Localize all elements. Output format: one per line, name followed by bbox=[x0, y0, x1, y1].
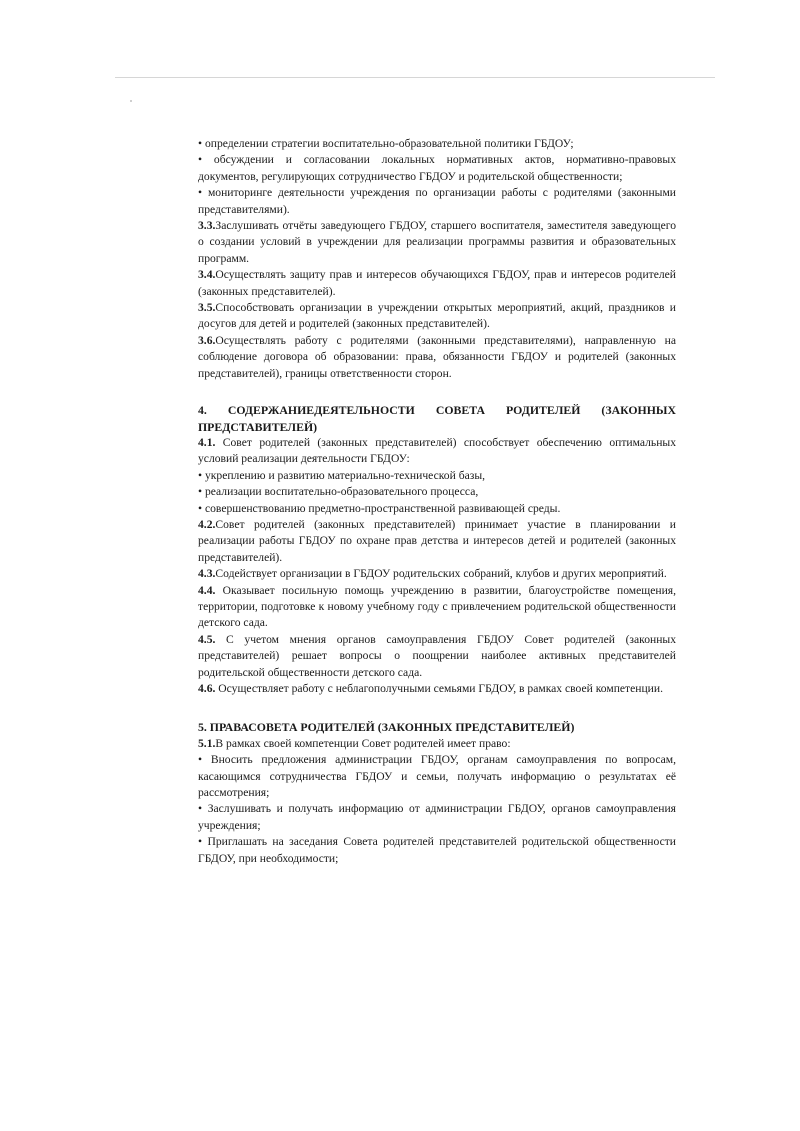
item-number: 4.3. bbox=[198, 567, 216, 581]
item-number: 3.3. bbox=[198, 219, 216, 233]
item-number: 3.4. bbox=[198, 268, 216, 282]
scan-speck bbox=[130, 100, 132, 102]
item-number: 3.6. bbox=[198, 333, 216, 347]
section-5 bbox=[198, 719, 676, 867]
bullet-item: • укреплению и развитию материально-технической базы, bbox=[198, 468, 676, 484]
bullet-item: • реализации воспитательно-образовательного процесса, bbox=[198, 484, 676, 500]
item-text: Способствовать организации в учреждении открытых мероприятий, акций, праздников и досугов для детей и родителей (законных представителей). bbox=[198, 301, 676, 331]
section-4 bbox=[198, 402, 676, 697]
item-text: Совет родителей (законных представителей) способствует обеспечению оптимальных условий реализации деятельности ГБДОУ: bbox=[198, 435, 676, 466]
numbered-item-3-4 bbox=[198, 267, 676, 300]
item-text: В рамках своей компетенции Совет родителей имеет право: bbox=[215, 736, 511, 750]
numbered-item-4-5 bbox=[198, 632, 676, 681]
item-number: 5.1. bbox=[198, 736, 216, 750]
bullet-item: • Приглашать на заседания Совета родителей представителей родительской общественности ГБДОУ, при необходимости; bbox=[198, 834, 676, 867]
bullet-item: • обсуждении и согласовании локальных нормативных актов, нормативно-правовых документов, регулирующих сотрудничество ГБДОУ и родительской общественности; bbox=[198, 152, 676, 185]
item-number: 4.4. bbox=[198, 583, 216, 597]
numbered-item-3-5 bbox=[198, 300, 676, 333]
item-number: 4.2. bbox=[198, 517, 216, 531]
section-4-heading: 4. СОДЕРЖАНИЕДЕЯТЕЛЬНОСТИ СОВЕТА РОДИТЕЛЕЙ (ЗАКОННЫХ ПРЕДСТАВИТЕЛЕЙ) bbox=[198, 403, 676, 434]
numbered-item-3-3 bbox=[198, 218, 676, 267]
scan-top-rule bbox=[115, 77, 715, 78]
numbered-item-4-3 bbox=[198, 566, 676, 582]
item-text: С учетом мнения органов самоуправления ГБДОУ Совет родителей (законных представителей) решает вопросы о поощрении наиболее активных представителей родительской общественности детского сада. bbox=[198, 632, 676, 679]
bullet-item: • мониторинге деятельности учреждения по организации работы с родителями (законными представителями). bbox=[198, 185, 676, 218]
bullet-item: • совершенствованию предметно-пространственной развивающей среды. bbox=[198, 501, 676, 517]
item-text: Оказывает посильную помощь учреждению в развитии, благоустройстве помещения, территории, подготовке к новому учебному году с привлечением родительской общественности детского сада. bbox=[198, 583, 676, 630]
item-text: Осуществляет работу с неблагополучными семьями ГБДОУ, в рамках своей компетенции. bbox=[215, 682, 663, 695]
item-text: Содействует организации в ГБДОУ родительских собраний, клубов и других мероприятий. bbox=[215, 567, 667, 581]
item-number: 3.5. bbox=[198, 301, 216, 315]
item-number: 4.6. bbox=[198, 682, 216, 695]
numbered-item-4-6 bbox=[198, 681, 676, 697]
numbered-item-5-1 bbox=[198, 736, 676, 752]
bullet-item: • определении стратегии воспитательно-образовательной политики ГБДОУ; bbox=[198, 136, 676, 152]
item-text: Заслушивать отчёты заведующего ГБДОУ, старшего воспитателя, заместителя заведующего о создании условий в учреждении для реализации программы развития и образовательных программ. bbox=[198, 219, 676, 265]
section-3-continuation bbox=[198, 136, 676, 382]
bullet-item: • Заслушивать и получать информацию от администрации ГБДОУ, органов самоуправления учреждения; bbox=[198, 801, 676, 834]
item-text: Совет родителей (законных представителей) принимает участие в планировании и реализации работы ГБДОУ по охране прав детства и интересов детей и родителей (законных представителей). bbox=[198, 517, 676, 564]
section-5-heading: 5. ПРАВАСОВЕТА РОДИТЕЛЕЙ (ЗАКОННЫХ ПРЕДСТАВИТЕЛЕЙ) bbox=[198, 720, 575, 735]
item-text: Осуществлять работу с родителями (законными представителями), направленную на соблюдение договора об образовании: права, обязанности ГБДОУ и родителей (законных представителей), границы ответственности сторон. bbox=[198, 333, 676, 380]
item-number: 4.5. bbox=[198, 632, 216, 646]
numbered-item-3-6 bbox=[198, 333, 676, 382]
item-number: 4.1. bbox=[198, 435, 216, 449]
numbered-item-4-2 bbox=[198, 517, 676, 566]
numbered-item-4-4 bbox=[198, 583, 676, 632]
document-body bbox=[198, 136, 676, 867]
item-text: Осуществлять защиту прав и интересов обучающихся ГБДОУ, прав и интересов родителей (законных представителей). bbox=[198, 268, 676, 298]
numbered-item-4-1 bbox=[198, 435, 676, 468]
bullet-item: • Вносить предложения администрации ГБДОУ, органам самоуправления по вопросам, касающимся сотрудничества ГБДОУ и семьи, получать информацию о результатах её рассмотрения; bbox=[198, 752, 676, 801]
